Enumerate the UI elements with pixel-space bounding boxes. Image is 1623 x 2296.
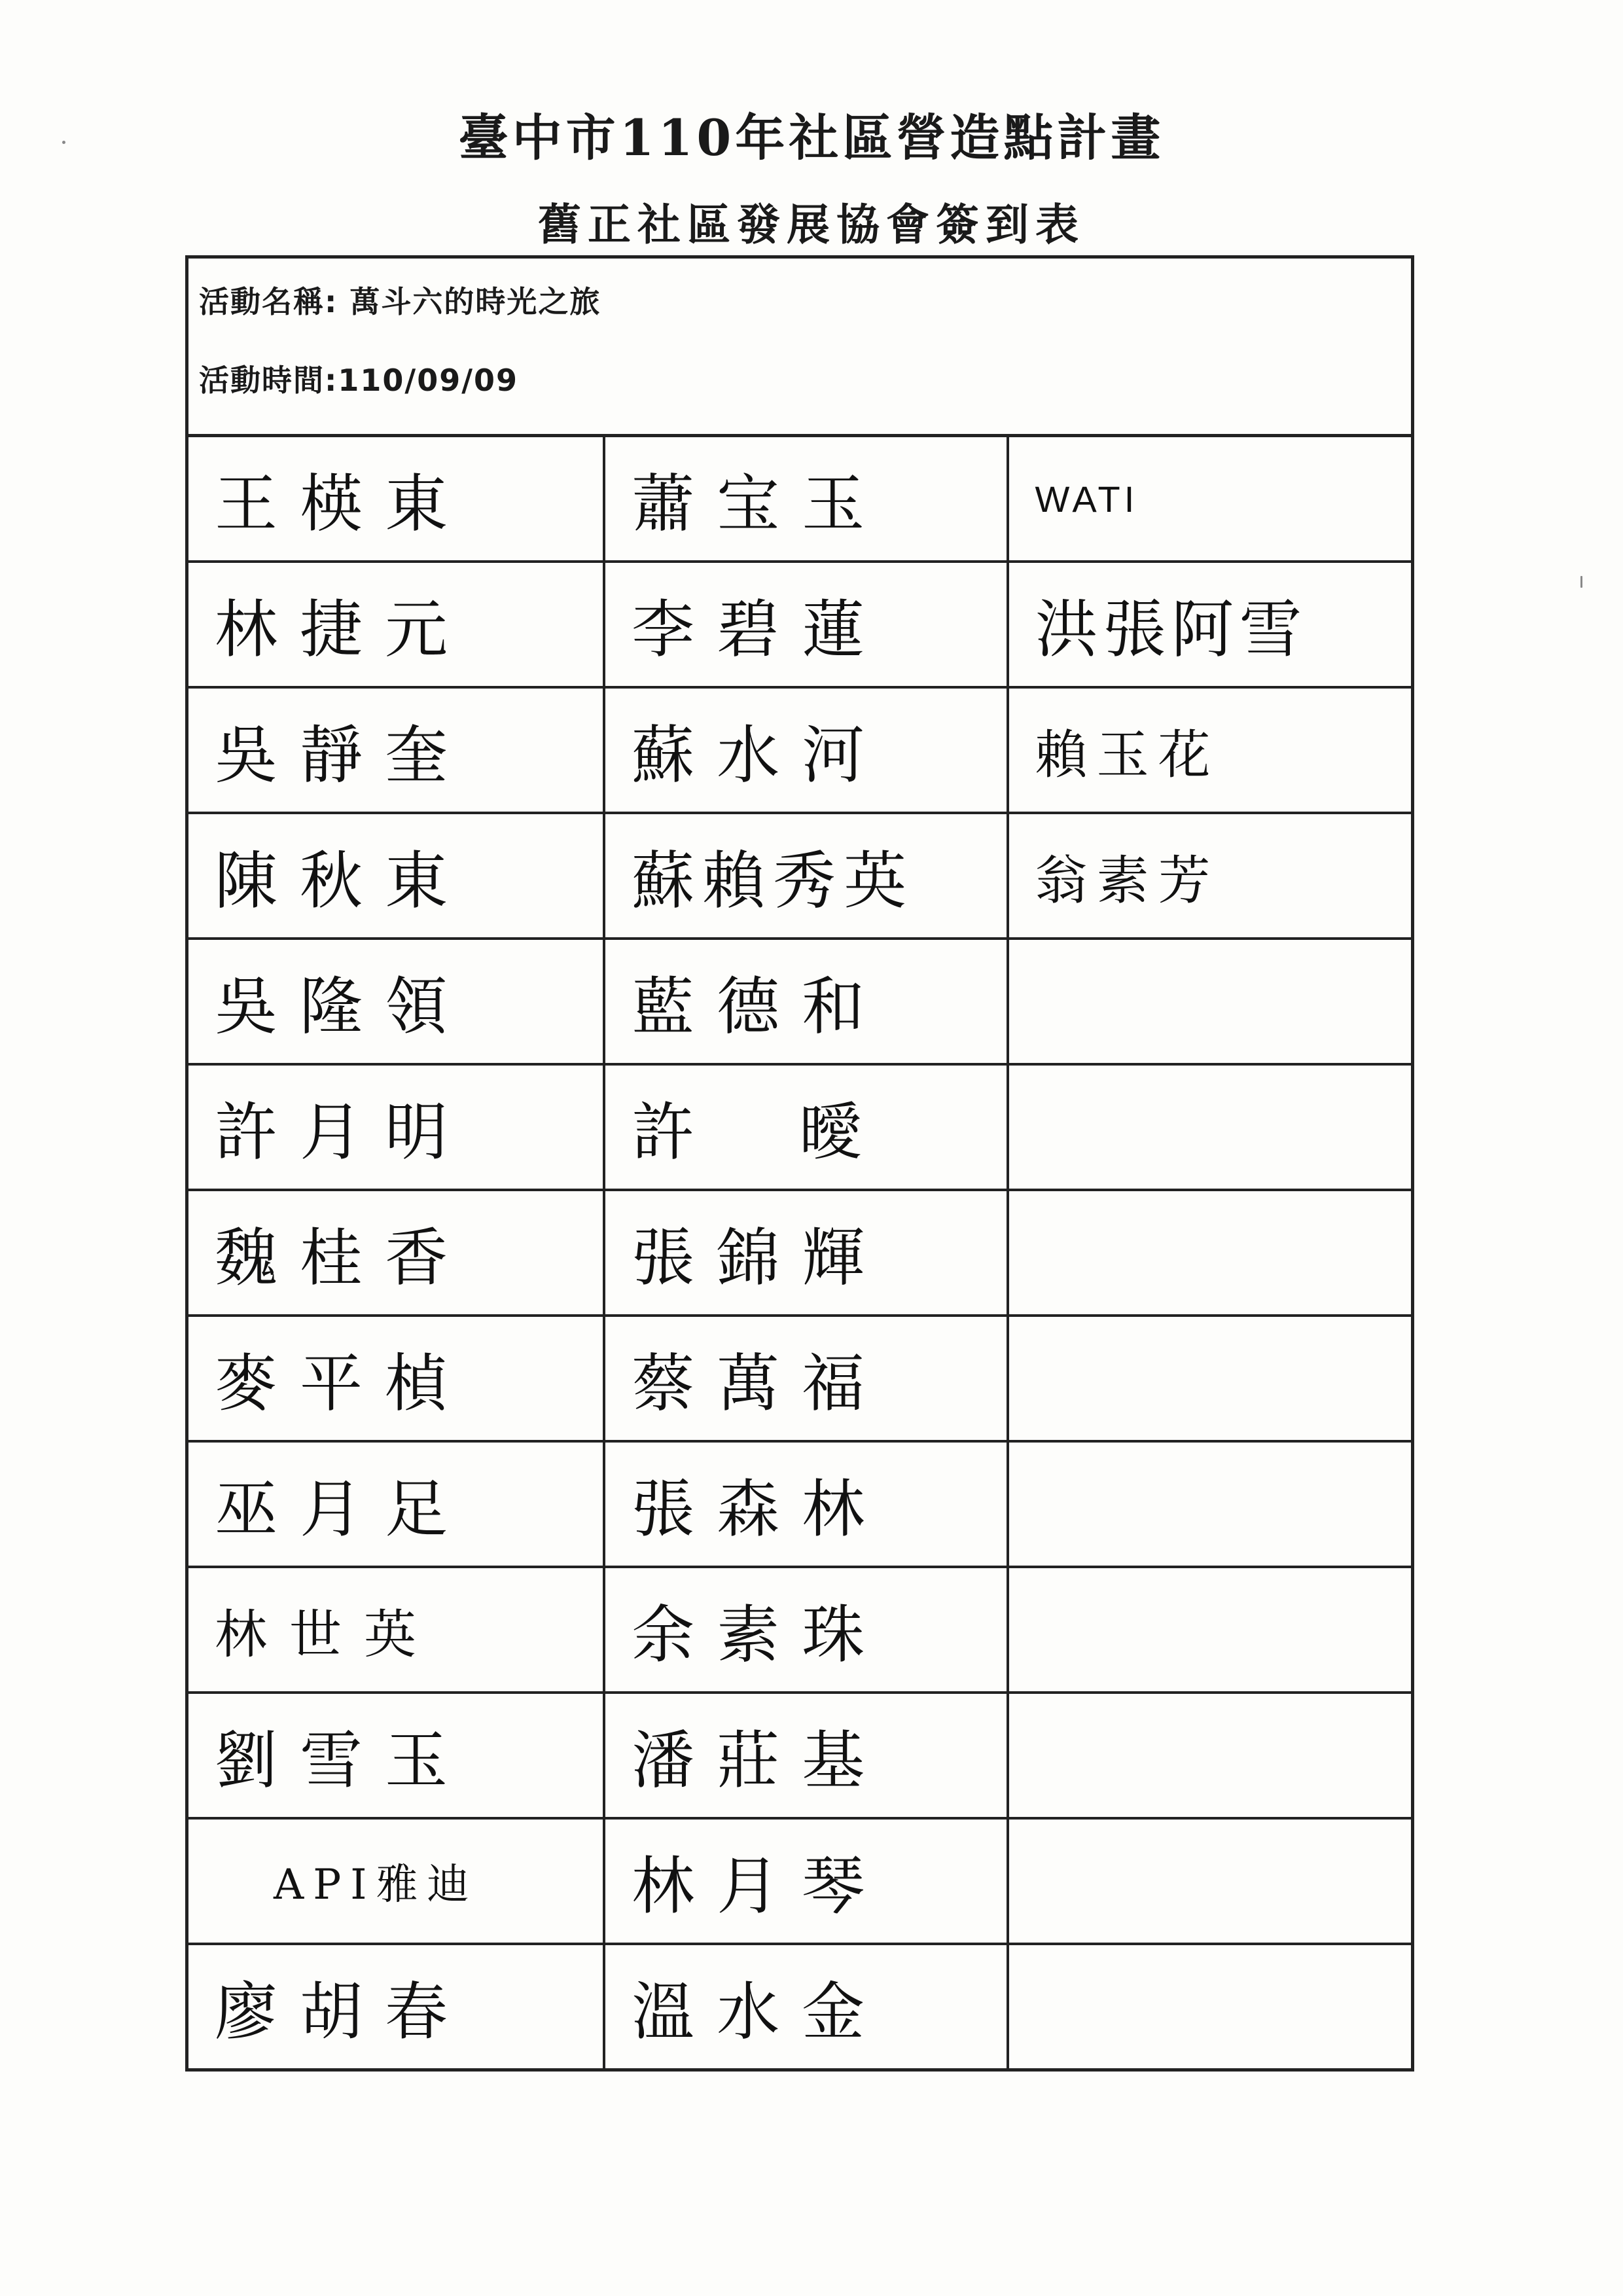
- signature-row: [188, 1944, 1411, 2068]
- signature-cell: 蘇水河: [604, 687, 1007, 813]
- signature-cell: [1008, 1567, 1411, 1693]
- activity-name-label: 活動名稱:: [199, 284, 338, 319]
- signature-cell: 陳秋東: [188, 813, 604, 939]
- activity-header: [188, 259, 1411, 437]
- signature-row: [188, 1567, 1411, 1693]
- signature-cell: 林世英: [188, 1567, 604, 1693]
- signature-cell: [1008, 1944, 1411, 2068]
- signature-row: [188, 1190, 1411, 1316]
- signature-cell: WATI: [1008, 437, 1411, 562]
- signature-cell: 余素珠: [604, 1567, 1007, 1693]
- signature-cell: 蕭宝玉: [604, 437, 1007, 562]
- document-subtitle: 舊正社區發展協會簽到表: [538, 199, 1085, 250]
- signature-cell: 藍德和: [604, 939, 1007, 1064]
- signature-cell: 張錦輝: [604, 1190, 1007, 1316]
- activity-time-line: [199, 357, 518, 400]
- signature-cell: [1008, 1064, 1411, 1190]
- signature-cell: 翁素芳: [1008, 813, 1411, 939]
- signature-cell: 許曖: [604, 1064, 1007, 1190]
- activity-time-value: 110/09/09: [338, 363, 519, 398]
- signature-row: [188, 562, 1411, 687]
- signature-cell: 林月琴: [604, 1818, 1007, 1944]
- signature-cell: 蘇賴秀英: [604, 813, 1007, 939]
- signature-cell: 潘莊基: [604, 1693, 1007, 1818]
- signature-cell: 張森林: [604, 1441, 1007, 1567]
- signature-cell: 劉雪玉: [188, 1693, 604, 1818]
- signature-cell: 廖胡春: [188, 1944, 604, 2068]
- scan-speck: [62, 141, 65, 144]
- signature-cell: 洪張阿雪: [1008, 562, 1411, 687]
- signature-cell: [1008, 1316, 1411, 1441]
- sign-in-sheet: [185, 255, 1414, 2072]
- signature-cell: 麥平楨: [188, 1316, 604, 1441]
- signature-cell: 魏桂香: [188, 1190, 604, 1316]
- document-title: 臺中市110年社區營造點計畫: [458, 109, 1165, 167]
- signature-cell: 許月明: [188, 1064, 604, 1190]
- activity-time-label: 活動時間:: [199, 363, 338, 398]
- signature-row: [188, 1441, 1411, 1567]
- signature-cell: 賴玉花: [1008, 687, 1411, 813]
- signature-cell: [1008, 939, 1411, 1064]
- signature-cell: 林捷元: [188, 562, 604, 687]
- signature-row: [188, 1316, 1411, 1441]
- signature-row: [188, 687, 1411, 813]
- signature-cell: 巫月足: [188, 1441, 604, 1567]
- signature-cell: 王楧東: [188, 437, 604, 562]
- signature-cell: [1008, 1190, 1411, 1316]
- scan-speck: [1580, 576, 1582, 588]
- signature-row: [188, 1818, 1411, 1944]
- signature-row: [188, 813, 1411, 939]
- signature-cell: [1008, 1818, 1411, 1944]
- activity-name-line: [199, 278, 601, 321]
- signature-cell: 李碧蓮: [604, 562, 1007, 687]
- signature-cell: 吳隆領: [188, 939, 604, 1064]
- signature-grid: [188, 437, 1411, 2068]
- signature-cell: API雅迪: [188, 1818, 604, 1944]
- signature-row: [188, 1693, 1411, 1818]
- signature-cell: 溫水金: [604, 1944, 1007, 2068]
- activity-name-value: 萬斗六的時光之旅: [349, 284, 601, 319]
- signature-cell: 吳靜奎: [188, 687, 604, 813]
- signature-row: [188, 437, 1411, 562]
- signature-cell: 蔡萬福: [604, 1316, 1007, 1441]
- signature-cell: [1008, 1693, 1411, 1818]
- signature-cell: [1008, 1441, 1411, 1567]
- signature-row: [188, 939, 1411, 1064]
- signature-row: [188, 1064, 1411, 1190]
